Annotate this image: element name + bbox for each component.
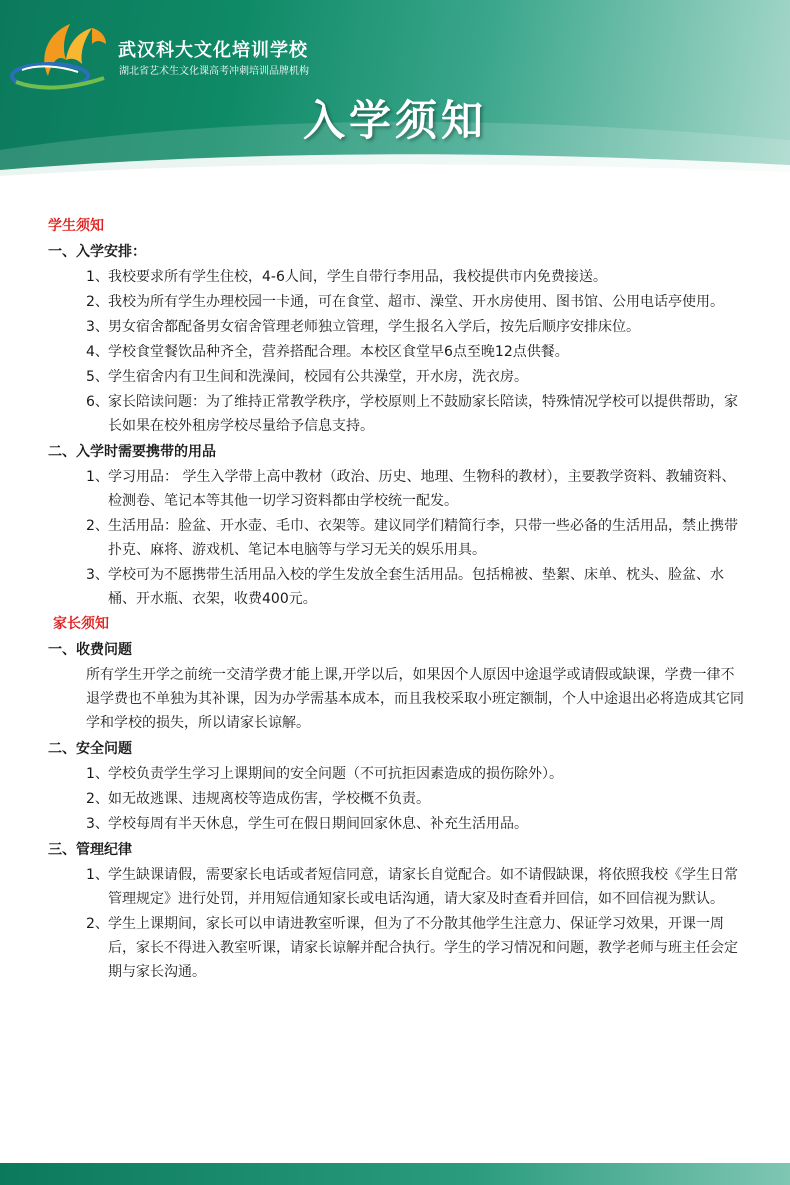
item-text: 学校可为不愿携带生活用品入校的学生发放全套生活用品。包括棉被、垫絮、床单、枕头、脸盆、水桶、开水瓶、衣架，收费400元。: [108, 567, 724, 607]
item-text: 学校每周有半天休息，学生可在假日期间回家休息、补充生活用品。: [108, 816, 528, 832]
list-item: [48, 290, 748, 314]
item-number: 1、: [86, 766, 109, 782]
item-text: 我校要求所有学生住校，4-6人间，学生自带行李用品，我校提供市内免费接送。: [108, 269, 607, 285]
item-text: 生活用品：脸盆、开水壶、毛巾、衣架等。建议同学们精简行李，只带一些必备的生活用品，禁止携带扑克、麻将、游戏机、笔记本电脑等与学习无关的娱乐用具。: [108, 518, 738, 558]
item-text: 如无故逃课、违规离校等造成伤害，学校概不负责。: [108, 791, 430, 807]
safety-issue-heading: 二、安全问题: [48, 741, 132, 757]
header-banner: [0, 0, 790, 182]
page-title: 入学须知: [302, 96, 487, 145]
footer-bar: [0, 1163, 790, 1185]
list-item: [48, 863, 748, 911]
list-item: [48, 514, 748, 562]
item-number: 2、: [86, 518, 109, 534]
item-text: 男女宿舍都配备男女宿舍管理老师独立管理，学生报名入学后，按先后顺序安排床位。: [108, 319, 640, 335]
school-name: 武汉科大文化培训学校: [118, 40, 308, 61]
item-number: 1、: [86, 269, 109, 285]
item-number: 5、: [86, 369, 109, 385]
item-number: 2、: [86, 294, 109, 310]
item-text: 学习用品： 学生入学带上高中教材（政治、历史、地理、生物科的教材），主要教学资料、教辅资料、检测卷、笔记本等其他一切学习资料都由学校统一配发。: [108, 469, 736, 509]
school-slogan: 湖北省艺术生文化课高考冲刺培训品牌机构: [119, 66, 309, 77]
list-item: [48, 390, 748, 438]
list-item: [48, 762, 748, 786]
item-text: 我校为所有学生办理校园一卡通，可在食堂、超市、澡堂、开水房使用、图书馆、公用电话亭使用。: [108, 294, 724, 310]
notice-content: [48, 214, 748, 985]
list-item: [48, 787, 748, 811]
list-item: [48, 812, 748, 836]
discipline-heading: 三、管理纪律: [48, 842, 132, 858]
item-text: 学校食堂餐饮品种齐全，营养搭配合理。本校区食堂早6点至晚12点供餐。: [108, 344, 569, 360]
item-text: 学生宿舍内有卫生间和洗澡间，校园有公共澡堂，开水房，洗衣房。: [108, 369, 528, 385]
item-number: 3、: [86, 567, 109, 583]
item-number: 4、: [86, 344, 109, 360]
item-number: 3、: [86, 319, 109, 335]
list-item: [48, 912, 748, 984]
list-item: [48, 265, 748, 289]
enrollment-arrangement-heading: 一、入学安排：: [48, 244, 146, 260]
item-number: 3、: [86, 816, 109, 832]
item-number: 2、: [86, 791, 109, 807]
item-text: 学生缺课请假，需要家长电话或者短信同意，请家长自觉配合。如不请假缺课，将依照我校《学生日常管理规定》进行处罚，并用短信通知家长或电话沟通，请大家及时查看并回信，如不回信视为默认。: [108, 867, 738, 907]
item-number: 2、: [86, 916, 109, 932]
fee-issue-text: 所有学生开学之前统一交清学费才能上课,开学以后，如果因个人原因中途退学或请假或缺课，学费一律不退学费也不单独为其补课，因为办学需基本成本，而且我校采取小班定额制，个人中途退出必将造成其它同学和学校的损失，所以请家长谅解。: [86, 667, 744, 731]
list-item: [48, 340, 748, 364]
item-text: 家长陪读问题：为了维持正常教学秩序，学校原则上不鼓励家长陪读，特殊情况学校可以提供帮助，家长如果在校外租房学校尽量给予信息支持。: [108, 394, 738, 434]
items-to-bring-heading: 二、入学时需要携带的用品: [48, 444, 216, 460]
school-logo-icon: [8, 14, 118, 94]
list-item: [48, 365, 748, 389]
item-number: 6、: [86, 394, 109, 410]
item-number: 1、: [86, 867, 109, 883]
list-item: [48, 465, 748, 513]
list-item: [48, 563, 748, 611]
item-number: 1、: [86, 469, 109, 485]
list-item: [48, 315, 748, 339]
item-text: 学校负责学生学习上课期间的安全问题（不可抗拒因素造成的损伤除外）。: [108, 766, 563, 782]
parent-notice-title: 家长须知: [53, 616, 109, 632]
item-text: 学生上课期间，家长可以申请进教室听课，但为了不分散其他学生注意力、保证学习效果，开课一周后，家长不得进入教室听课，请家长谅解并配合执行。学生的学习情况和问题，教学老师与班主任会定期与家长沟通。: [108, 916, 738, 980]
student-notice-title: 学生须知: [48, 218, 104, 234]
fee-issue-heading: 一、收费问题: [48, 642, 132, 658]
